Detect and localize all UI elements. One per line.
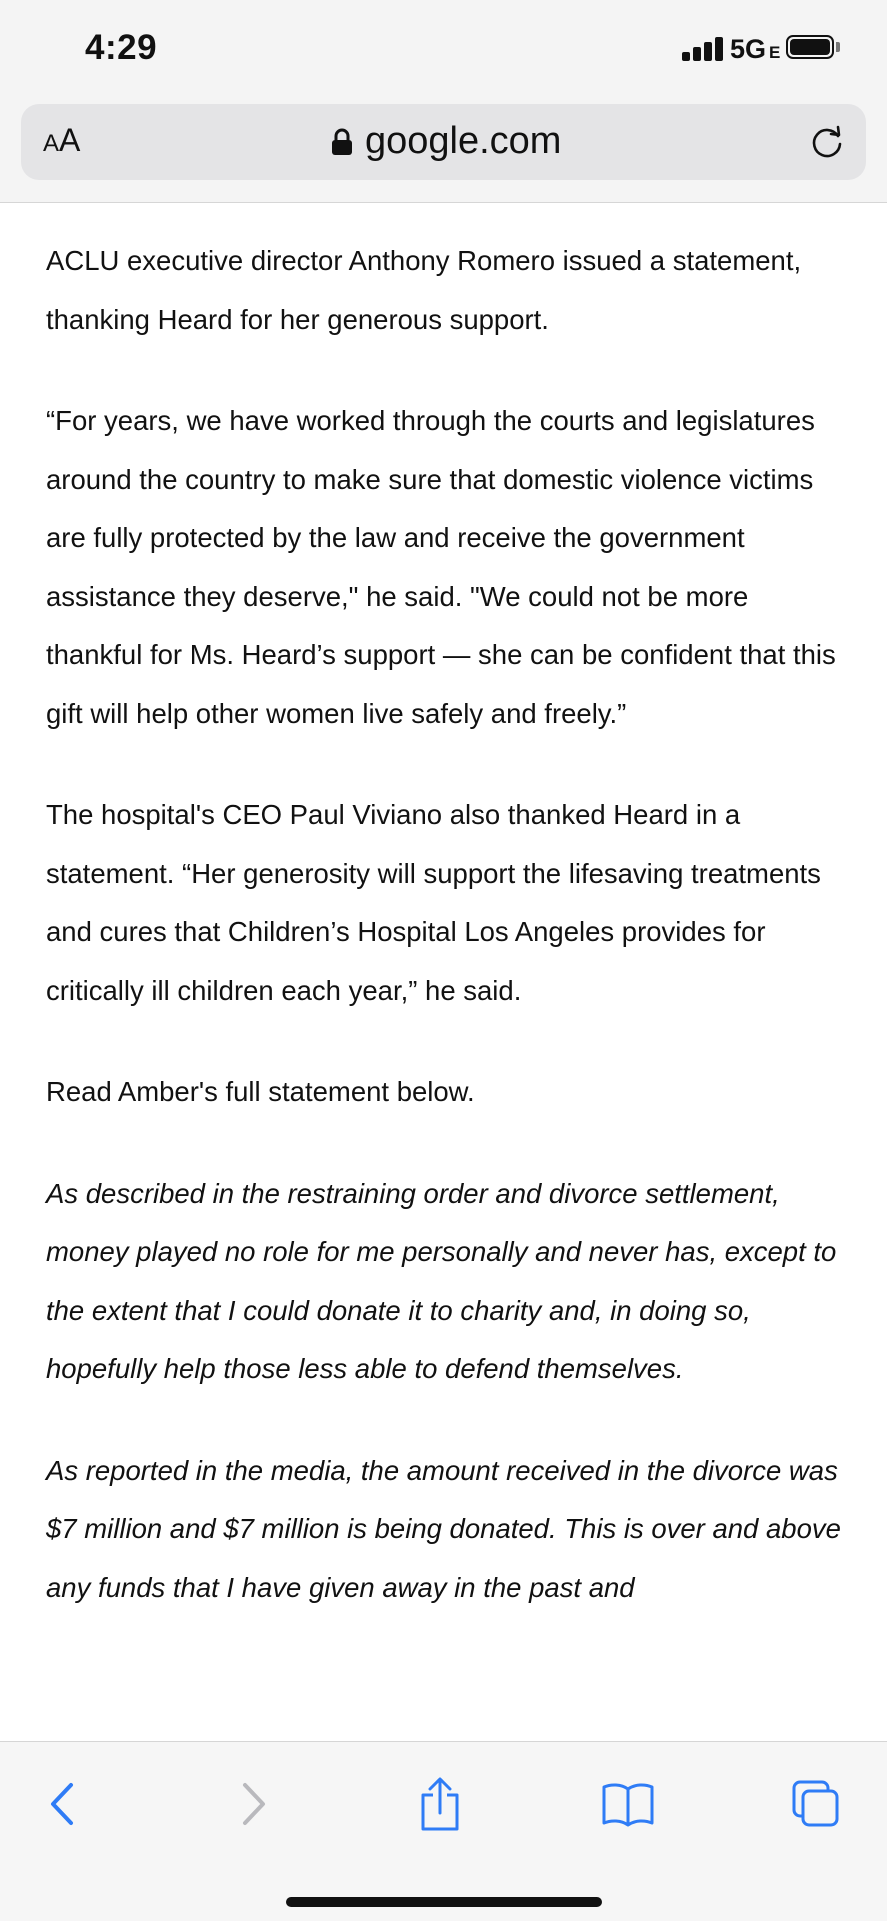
back-button[interactable] (32, 1774, 92, 1834)
home-indicator[interactable] (286, 1897, 602, 1907)
browser-toolbar (0, 1741, 887, 1921)
article-paragraph: Read Amber's full statement below. (46, 1076, 475, 1107)
lock-icon (331, 128, 353, 156)
url-text[interactable]: google.com (365, 120, 562, 162)
article-paragraph: “For years, we have worked through the courts and legislatures around the country to make sure that domestic violence victims are fully protected by the law and receive the government assistance they deserve," he said. "We could not be more thankful for Ms. Heard’s support — she can be confident that this gift will help other women live safely and freely.” (46, 405, 836, 729)
reader-aa-button[interactable]: AA (43, 122, 81, 158)
tabs-icon (791, 1779, 841, 1829)
battery-tip (836, 42, 840, 52)
bookmarks-icon (601, 1781, 655, 1827)
article-body (46, 232, 846, 1660)
reload-icon[interactable] (807, 122, 847, 162)
network-type: 5G E (730, 34, 781, 64)
bookmarks-button[interactable] (598, 1774, 658, 1834)
share-button[interactable] (410, 1774, 470, 1834)
status-bar (0, 0, 887, 98)
statement-paragraph: As reported in the media, the amount received in the divorce was $7 million and $7 million is being donated. This is over and above any funds that I have given away in the past and (46, 1454, 841, 1603)
share-icon (418, 1777, 462, 1831)
cellular-signal-icon (682, 37, 726, 61)
statement-paragraph: As described in the restraining order and divorce settlement, money played no role for me personally and never has, except to the extent that I could donate it to charity and, in doing so, hopefully help those less able to defend themselves. (46, 1177, 837, 1384)
article-paragraph: ACLU executive director Anthony Romero issued a statement, thanking Heard for her generous support. (46, 245, 802, 335)
forward-button[interactable] (224, 1774, 284, 1834)
back-icon (47, 1781, 77, 1827)
forward-icon (239, 1781, 269, 1827)
address-bar[interactable] (21, 104, 866, 180)
tabs-button[interactable] (786, 1774, 846, 1834)
browser-header (0, 98, 887, 203)
article-paragraph: The hospital's CEO Paul Viviano also thanked Heard in a statement. “Her generosity will support the lifesaving treatments and cures that Children’s Hospital Los Angeles provides for critically ill children each year,” he said. (46, 799, 821, 1006)
status-time: 4:29 (85, 28, 158, 67)
battery-icon (786, 35, 834, 59)
